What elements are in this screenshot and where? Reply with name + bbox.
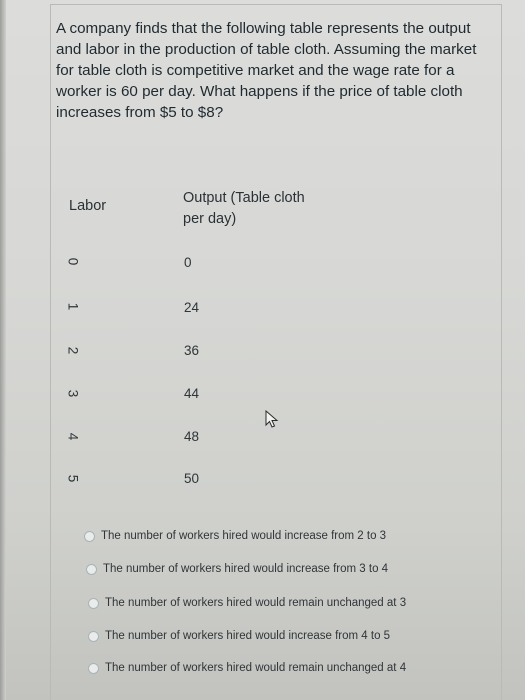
radio-button-icon[interactable] [88,631,99,642]
output-column-header: Output (Table cloth per day) [183,190,305,227]
output-cell: 48 [184,429,200,444]
answer-option[interactable] [86,563,388,575]
answer-option[interactable] [88,597,406,609]
screen-bezel-edge [0,0,6,700]
output-cell: 44 [184,386,200,401]
labor-column-header: Labor [69,198,107,214]
answer-option-label: The number of workers hired would remain unchanged at 4 [105,662,407,674]
answer-option[interactable] [88,662,406,674]
answer-option-label: The number of workers hired would increase from 3 to 4 [103,563,389,575]
output-cell: 50 [184,471,200,486]
output-cell: 24 [184,300,200,315]
output-cell: 0 [184,255,192,270]
labor-cell: 2 [65,346,81,355]
labor-cell: 0 [65,257,81,266]
labor-cell: 1 [65,302,81,311]
output-cell: 36 [184,343,200,358]
labor-cell: 5 [65,474,81,483]
radio-button-icon[interactable] [86,564,97,575]
question-text: A company finds that the following table represents the output and labor in the production of table cloth. Assuming the market for table cloth is competitive market and the wage rate for a worker is 60 per day. What happens if the price of table cloth increases from $5 to $8? [56,20,477,121]
answer-option-label: The number of workers hired would remain unchanged at 3 [105,597,407,609]
mouse-pointer-icon [265,410,279,428]
answer-option-label: The number of workers hired would increase from 4 to 5 [105,630,391,642]
radio-button-icon[interactable] [88,663,99,674]
labor-cell: 4 [65,432,81,441]
answer-option-label: The number of workers hired would increase from 2 to 3 [101,530,387,542]
radio-button-icon[interactable] [84,531,95,542]
labor-cell: 3 [65,389,81,398]
answer-option[interactable] [84,530,386,542]
radio-button-icon[interactable] [88,598,99,609]
answer-option[interactable] [88,630,390,642]
